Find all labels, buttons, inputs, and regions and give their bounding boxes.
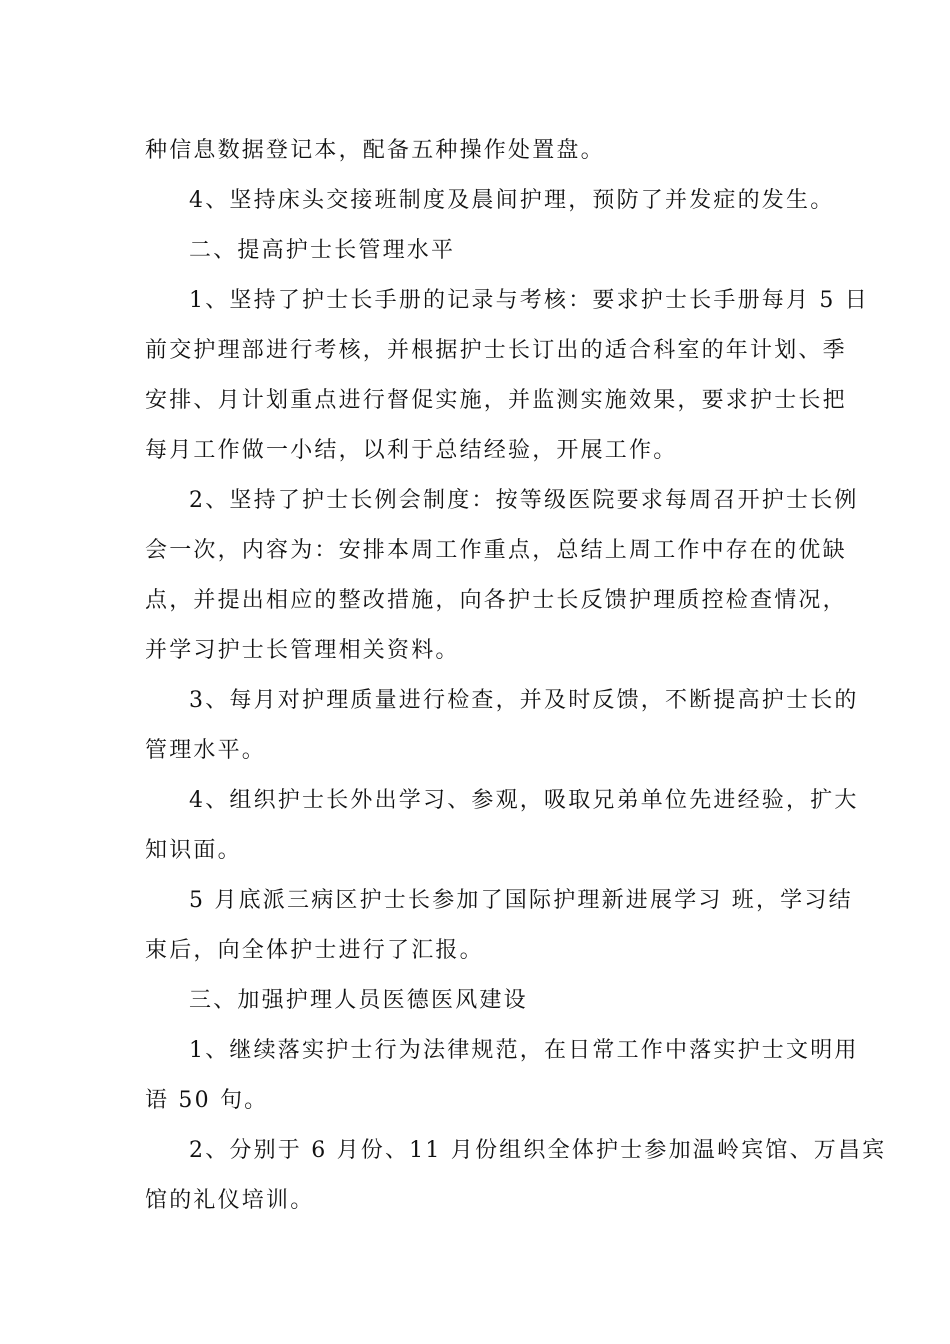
text-line: 束后，向全体护士进行了汇报。 [145,938,484,963]
text-line: 会一次，内容为：安排本周工作重点，总结上周工作中存在的优缺 [145,538,847,563]
text-line: 馆的礼仪培训。 [145,1188,315,1213]
text-line: 种信息数据登记本，配备五种操作处置盘。 [145,138,605,163]
text-line: 前交护理部进行考核，并根据护士长订出的适合科室的年计划、季 [145,338,847,363]
text-line: 知识面。 [145,838,242,863]
list-item-text: 4、坚持床头交接班制度及晨间护理，预防了并发症的发生。 [189,188,835,213]
list-item-text: 2、分别于 6 月份、11 月份组织全体护士参加温岭宾馆、万昌宾 [189,1138,887,1163]
list-item-text: 3、每月对护理质量进行检查，并及时反馈，不断提高护士长的 [189,688,859,713]
text-line: 并学习护士长管理相关资料。 [145,638,460,663]
list-item-text: 1、坚持了护士长手册的记录与考核：要求护士长手册每月 5 日 [189,288,869,313]
section-heading: 二、提高护士长管理水平 [189,238,456,263]
section-heading: 三、加强护理人员医德医风建设 [189,988,528,1013]
text-line: 安排、月计划重点进行督促实施，并监测实施效果，要求护士长把 [145,388,847,413]
paragraph-text: 5 月底派三病区护士长参加了国际护理新进展学习 班，学习结 [189,888,853,913]
list-item-text: 1、继续落实护士行为法律规范，在日常工作中落实护士文明用 [189,1038,859,1063]
text-line: 每月工作做一小结，以利于总结经验，开展工作。 [145,438,678,463]
list-item-text: 4、组织护士长外出学习、参观，吸取兄弟单位先进经验，扩大 [189,788,859,813]
list-item-text: 2、坚持了护士长例会制度：按等级医院要求每周召开护士长例 [189,488,859,513]
text-line: 语 50 句。 [145,1088,269,1113]
text-line: 管理水平。 [145,738,267,763]
text-line: 点，并提出相应的整改措施，向各护士长反馈护理质控检查情况， [145,588,847,613]
